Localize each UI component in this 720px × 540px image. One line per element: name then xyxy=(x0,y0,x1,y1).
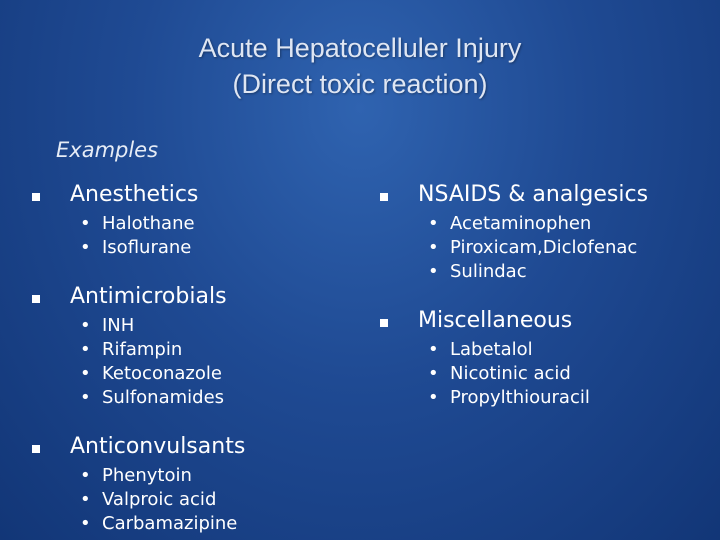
dot-bullet-icon: • xyxy=(428,237,439,258)
list-item-text: Nicotinic acid xyxy=(450,363,571,384)
list-item-text: Carbamazipine xyxy=(102,513,238,534)
slide-title xyxy=(0,30,720,102)
dot-bullet-icon: • xyxy=(80,363,91,384)
list-item-text: Sulindac xyxy=(450,261,527,282)
dot-bullet-icon: • xyxy=(80,315,91,336)
group-heading-text: Miscellaneous xyxy=(418,308,573,333)
slide-title-line-2: (Direct toxic reaction) xyxy=(232,69,488,99)
square-bullet-icon xyxy=(380,319,388,327)
list-item-text: Valproic acid xyxy=(102,489,217,510)
slide-title-line-1: Acute Hepatocelluler Injury xyxy=(198,33,522,63)
list-item-text: INH xyxy=(102,315,135,336)
dot-bullet-icon: • xyxy=(428,261,439,282)
list-item-text: Ketoconazole xyxy=(102,363,222,384)
dot-bullet-icon: • xyxy=(80,213,91,234)
list-item-text: Acetaminophen xyxy=(450,213,592,234)
list-item-text: Labetalol xyxy=(450,339,533,360)
list-item-text: Sulfonamides xyxy=(102,387,225,408)
square-bullet-icon xyxy=(380,193,388,201)
dot-bullet-icon: • xyxy=(428,387,439,408)
dot-bullet-icon: • xyxy=(428,339,439,360)
dot-bullet-icon: • xyxy=(80,387,91,408)
list-item-text: Piroxicam,Diclofenac xyxy=(450,237,638,258)
dot-bullet-icon: • xyxy=(80,237,91,258)
group-heading-text: Anesthetics xyxy=(70,182,199,207)
list-item-text: Propylthiouracil xyxy=(450,387,590,408)
dot-bullet-icon: • xyxy=(80,339,91,360)
dot-bullet-icon: • xyxy=(80,513,91,534)
dot-bullet-icon: • xyxy=(428,213,439,234)
dot-bullet-icon: • xyxy=(80,489,91,510)
list-item-text: Halothane xyxy=(102,213,195,234)
square-bullet-icon xyxy=(32,445,40,453)
square-bullet-icon xyxy=(32,295,40,303)
group-heading-text: NSAIDS & analgesics xyxy=(418,182,649,207)
group-heading-text: Anticonvulsants xyxy=(70,434,246,459)
dot-bullet-icon: • xyxy=(80,465,91,486)
list-item-text: Phenytoin xyxy=(102,465,192,486)
square-bullet-icon xyxy=(32,193,40,201)
examples-label: Examples xyxy=(56,138,159,162)
list-item-text: Rifampin xyxy=(102,339,183,360)
dot-bullet-icon: • xyxy=(428,363,439,384)
group-heading-text: Antimicrobials xyxy=(70,284,227,309)
list-item-text: Isoflurane xyxy=(102,237,192,258)
